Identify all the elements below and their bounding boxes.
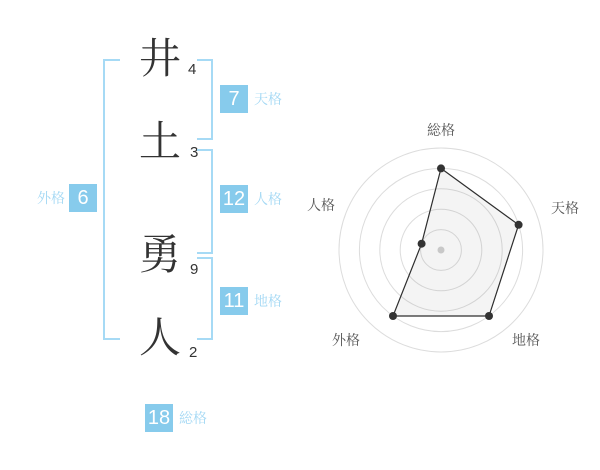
- chikaku-badge: 11: [220, 287, 248, 315]
- gaikaku-label: 外格: [37, 190, 65, 206]
- radar-axis-label: 天格: [551, 200, 579, 216]
- radar-chart-svg: [291, 112, 591, 382]
- tenkaku-badge: 7: [220, 85, 248, 113]
- stroke-count: 9: [190, 261, 199, 278]
- stroke-count: 4: [188, 61, 197, 78]
- stroke-count: 3: [190, 144, 199, 161]
- radar-data-point: [389, 312, 397, 320]
- name-character: 井: [138, 35, 181, 82]
- name-character: 土: [138, 118, 181, 165]
- tenkaku-bracket: [197, 59, 213, 140]
- radar-data-point: [437, 164, 445, 172]
- name-character: 勇: [138, 231, 181, 278]
- radar-data-point: [418, 240, 426, 248]
- soukaku-label: 総格: [179, 410, 207, 426]
- radar-data-polygon: [393, 168, 519, 316]
- radar-axis-label: 外格: [332, 332, 360, 348]
- gaikaku-badge: 6: [69, 184, 97, 212]
- chikaku-bracket: [197, 257, 213, 340]
- stroke-count: 2: [189, 344, 198, 361]
- jinkaku-badge: 12: [220, 185, 248, 213]
- gaikaku-bracket: [103, 59, 120, 340]
- radar-data-point: [485, 312, 493, 320]
- radar-axis-label: 人格: [307, 197, 335, 213]
- radar-axis-label: 総格: [427, 122, 455, 138]
- chikaku-label: 地格: [254, 293, 282, 309]
- jinkaku-label: 人格: [254, 191, 282, 207]
- radar-data-point: [515, 221, 523, 229]
- soukaku-badge: 18: [145, 404, 173, 432]
- radar-chart: [291, 112, 591, 382]
- tenkaku-label: 天格: [254, 91, 282, 107]
- jinkaku-bracket: [197, 149, 213, 254]
- name-character: 人: [138, 314, 181, 361]
- radar-axis-label: 地格: [512, 332, 540, 348]
- radar-center-dot: [438, 247, 445, 254]
